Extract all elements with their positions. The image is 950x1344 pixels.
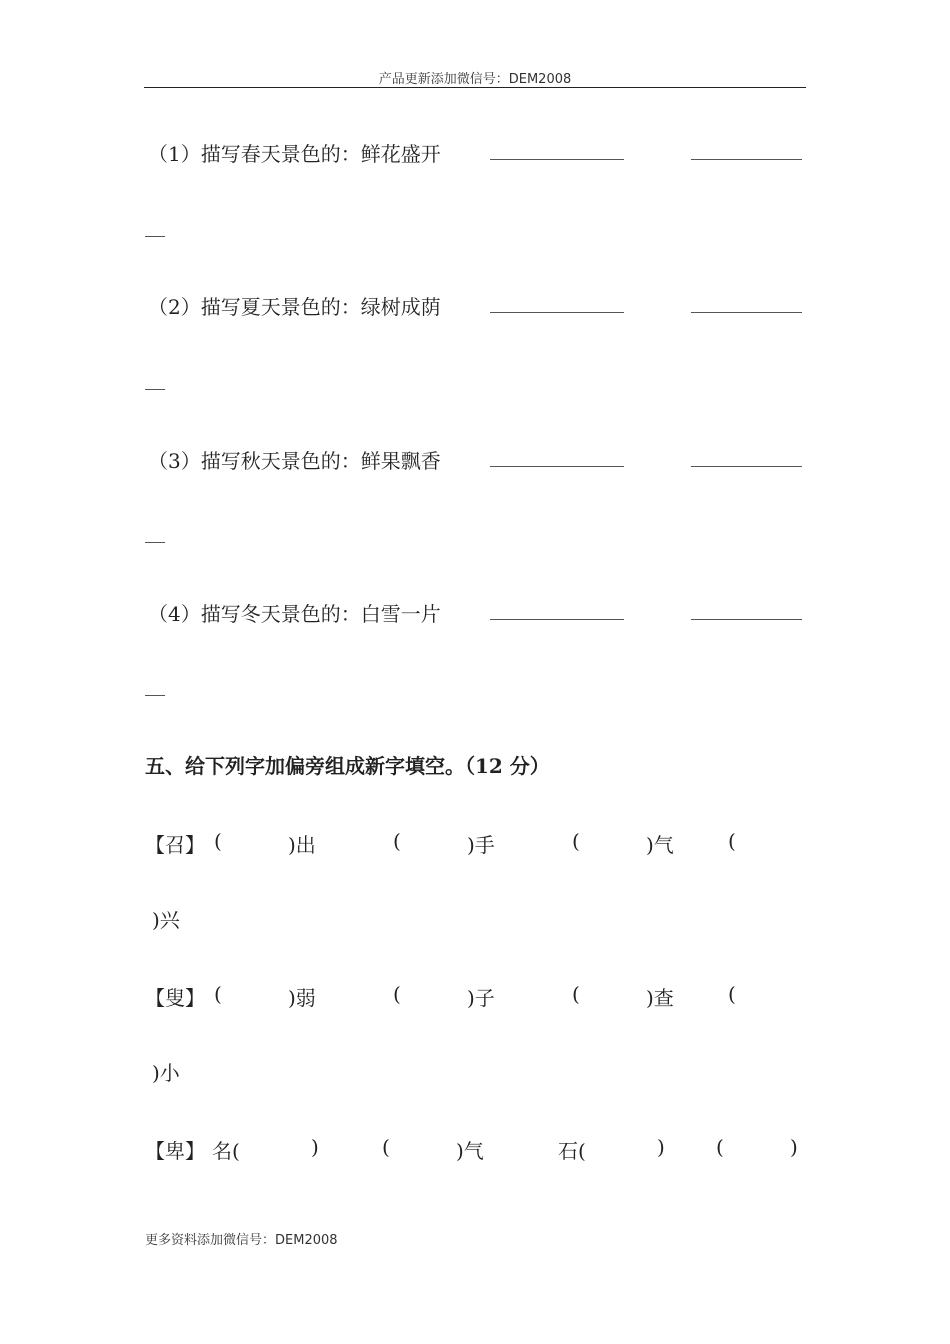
fill-word: )查 <box>646 986 674 1010</box>
fill-bracket: ( <box>572 829 580 853</box>
radical-char: 【卑】 <box>145 1139 205 1163</box>
answer-blank-3a[interactable] <box>490 466 624 467</box>
answer-blank-3b[interactable] <box>691 466 802 467</box>
fill-bracket: ( <box>393 829 401 853</box>
page-footer: 更多资料添加微信号：DEM2008 <box>145 1233 338 1248</box>
header-rule <box>144 87 806 88</box>
fill-word: )小 <box>152 1061 180 1085</box>
radical-char: 【召】 <box>145 833 205 857</box>
answer-blank-2c[interactable] <box>145 389 165 390</box>
fill-bracket: ) <box>311 1135 319 1159</box>
fill-word: )手 <box>467 833 495 857</box>
fill-bracket: ( <box>716 1135 724 1159</box>
fill-bracket: ) <box>657 1135 665 1159</box>
fill-word: 名( <box>212 1139 240 1163</box>
section-title: 五、给下列字加偏旁组成新字填空。（12 分） <box>145 754 550 778</box>
fill-bracket: ( <box>382 1135 390 1159</box>
fill-word: )子 <box>467 986 495 1010</box>
fill-bracket: ( <box>728 982 736 1006</box>
fill-word: )弱 <box>288 986 316 1010</box>
fill-word: )气 <box>456 1139 484 1163</box>
fill-bracket: ) <box>790 1135 798 1159</box>
answer-blank-2b[interactable] <box>691 312 802 313</box>
fill-word: )气 <box>646 833 674 857</box>
radical-char: 【叟】 <box>145 986 205 1010</box>
answer-blank-1b[interactable] <box>691 159 802 160</box>
answer-blank-1c[interactable] <box>145 236 165 237</box>
fill-bracket: ( <box>393 982 401 1006</box>
question-item-2: （2）描写夏天景色的：绿树成荫 <box>148 295 441 319</box>
question-item-4: （4）描写冬天景色的：白雪一片 <box>148 602 441 626</box>
answer-blank-3c[interactable] <box>145 542 165 543</box>
fill-bracket: ( <box>214 829 222 853</box>
answer-blank-2a[interactable] <box>490 312 624 313</box>
question-item-3: （3）描写秋天景色的：鲜果飘香 <box>148 449 441 473</box>
fill-word: 石( <box>558 1139 586 1163</box>
fill-bracket: ( <box>572 982 580 1006</box>
fill-word: )出 <box>288 833 316 857</box>
answer-blank-1a[interactable] <box>490 159 624 160</box>
question-item-1: （1）描写春天景色的：鲜花盛开 <box>148 142 441 166</box>
page-header: 产品更新添加微信号：DEM2008 <box>378 72 572 87</box>
answer-blank-4c[interactable] <box>145 695 165 696</box>
fill-bracket: ( <box>214 982 222 1006</box>
fill-bracket: ( <box>728 829 736 853</box>
answer-blank-4b[interactable] <box>691 619 802 620</box>
fill-word: )兴 <box>152 908 180 932</box>
answer-blank-4a[interactable] <box>490 619 624 620</box>
